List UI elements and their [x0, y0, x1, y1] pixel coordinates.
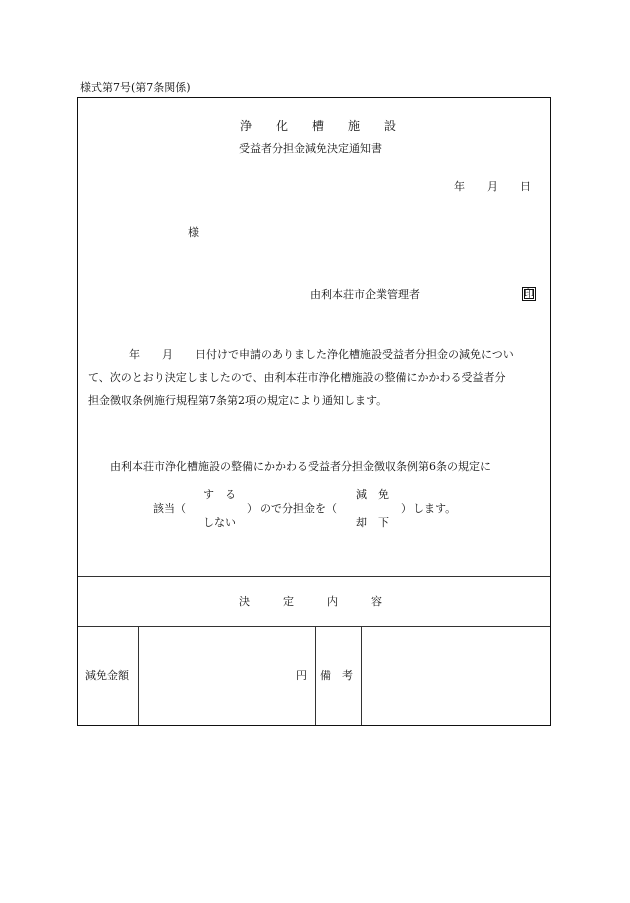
choice-gaito-close: ）	[247, 502, 258, 515]
choice-end-text: します。	[413, 502, 457, 515]
choice-result-close: ）	[401, 502, 412, 515]
seal-icon: 印	[524, 289, 534, 300]
notice-subtitle: 受益者分担金減免決定通知書	[239, 142, 382, 155]
amount-value-divider	[315, 626, 316, 725]
issuer-name: 由利本荘市企業管理者	[310, 288, 420, 301]
choice-mid-text: ので分担金を（	[260, 502, 337, 515]
notice-title: 浄 化 槽 施 設	[240, 119, 397, 133]
table-header: 決 定 内 容	[239, 595, 382, 608]
remarks-label-divider	[361, 626, 362, 725]
statement-line: 由利本荘市浄化槽施設の整備にかかわる受益者分担金徴収条例第6条の規定に	[110, 460, 491, 473]
yen-unit: 円	[296, 669, 307, 682]
option-shinai: しない	[203, 516, 236, 529]
option-genmen: 減 免	[356, 488, 389, 501]
option-suru: す る	[203, 488, 236, 501]
amount-label-divider	[138, 626, 139, 725]
option-kyakka: 却 下	[356, 516, 389, 529]
body-line-1: 年 月 日付けで申請のありました浄化槽施設受益者分担金の減免につい	[129, 348, 514, 361]
remarks-label: 備 考	[320, 669, 353, 682]
table-top-rule	[78, 576, 550, 577]
addressee-suffix: 様	[188, 226, 199, 239]
table-header-rule	[78, 626, 550, 627]
body-line-3: 担金徴収条例施行規程第7条第2項の規定により通知します。	[88, 394, 388, 407]
amount-label: 減免金額	[85, 669, 129, 682]
form-number-label: 様式第7号(第7条関係)	[80, 81, 191, 94]
issue-date: 年 月 日	[454, 180, 531, 193]
body-line-2: て、次のとおり決定しましたので、由利本荘市浄化槽施設の整備にかかわる受益者分	[88, 371, 506, 384]
choice-gaito-open: 該当（	[153, 502, 186, 515]
